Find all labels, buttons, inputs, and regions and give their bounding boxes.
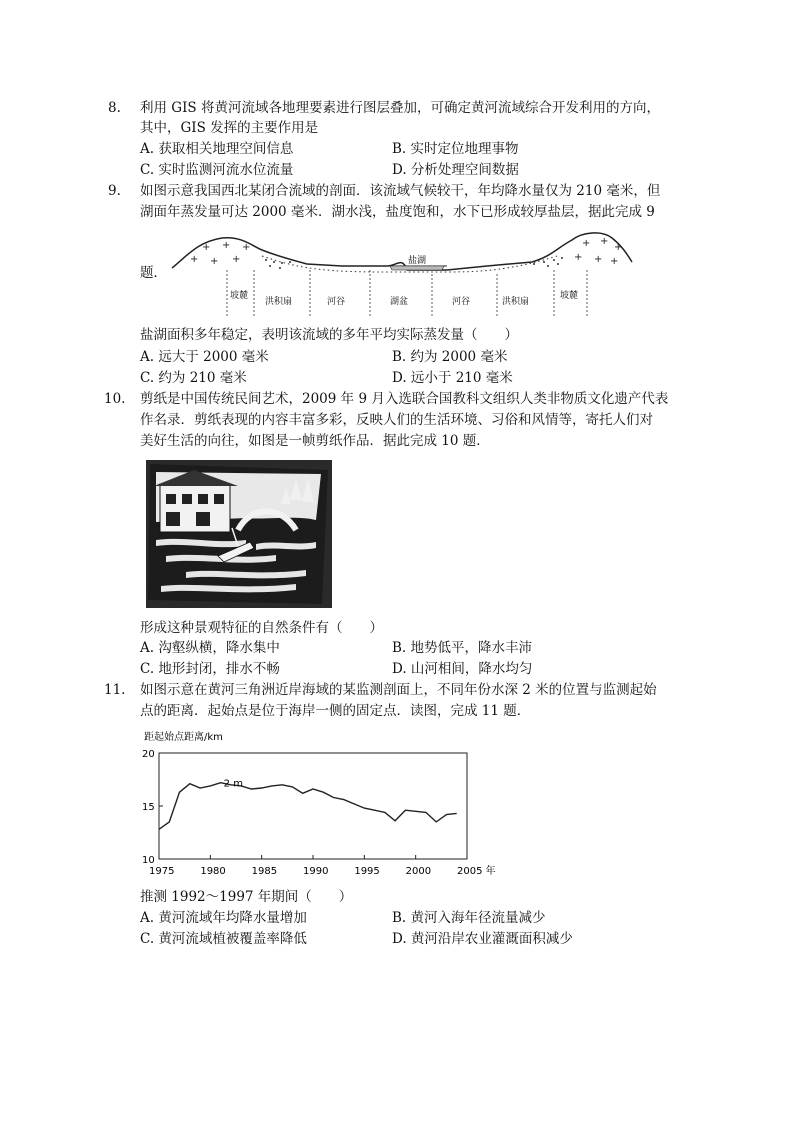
q9-option-a[interactable]: A. 远大于 2000 毫米 (140, 349, 269, 365)
q10-option-b[interactable]: B. 地势低平，降水丰沛 (392, 640, 533, 656)
label-valley-left: 河谷 (327, 297, 346, 307)
svg-text:+: + (614, 242, 623, 253)
label-valley-right: 河谷 (452, 297, 471, 307)
q9-number: 9. (108, 183, 121, 199)
q9-question: 盐湖面积多年稳定，表明该流域的多年平均实际蒸发量（ ） (140, 327, 518, 343)
q9-option-b[interactable]: B. 约为 2000 毫米 (392, 349, 508, 365)
q10-option-d[interactable]: D. 山河相间，降水均匀 (392, 661, 533, 677)
q8-option-a[interactable]: A. 获取相关地理空间信息 (140, 141, 294, 157)
q11-number: 11. (104, 682, 126, 698)
paper-cut-artwork-figure (146, 460, 332, 608)
label-lake-basin: 湖盆 (390, 297, 409, 307)
svg-text:+: + (610, 256, 619, 267)
label-piedmont-right: 坡麓 (560, 291, 579, 301)
chart-x-tick-label: 2000 (405, 866, 432, 877)
q9-stem-line2: 湖面年蒸发量可达 2000 毫米．湖水浅，盐度饱和，水下已形成较厚盐层，据此完成 9 (140, 204, 655, 220)
q11-option-b[interactable]: B. 黄河入海年径流量减少 (392, 910, 546, 926)
chart-ylabel: 距起始点距离/km (144, 732, 223, 743)
chart-y-tick-label: 20 (142, 749, 155, 760)
label-fan-left: 洪积扇 (265, 297, 293, 307)
q10-stem-line1: 剪纸是中国传统民间艺术，2009 年 9 月入选联合国教科文组织人类非物质文化遗产代表 (140, 391, 669, 407)
q11-option-d[interactable]: D. 黄河沿岸农业灌溉面积减少 (392, 931, 573, 947)
chart-series-2m-line (159, 783, 457, 830)
q11-question: 推测 1992～1997 年期间（ ） (140, 889, 353, 905)
q8-stem-line1: 利用 GIS 将黄河流域各地理要素进行图层叠加，可确定黄河流域综合开发利用的方向， (140, 100, 660, 116)
chart-x-tick-label: 1980 (200, 866, 226, 877)
chart-plot-frame (159, 753, 467, 859)
label-piedmont-left: 坡麓 (230, 291, 249, 301)
q10-number: 10. (104, 391, 126, 407)
svg-text:+: + (202, 242, 211, 253)
chart-line-label: 2 m (223, 778, 243, 790)
q8-number: 8. (108, 100, 121, 116)
label-fan-right: 洪积扇 (502, 297, 530, 307)
svg-text:+: + (574, 252, 583, 263)
svg-text:+: + (600, 236, 609, 247)
label-salt-lake: 盐湖 (408, 256, 427, 266)
q8-option-c[interactable]: C. 实时监测河流水位流量 (140, 162, 294, 178)
q10-question: 形成这种景观特征的自然条件有（ ） (140, 620, 383, 636)
q9-stem-line1: 如图示意我国西北某闭合流域的剖面．该流域气候较干，年均降水量仅为 210 毫米，但 (140, 183, 661, 199)
q9-stem-line3: 题． (140, 265, 167, 281)
chart-x-tick-label: 1985 (251, 866, 278, 877)
q10-stem-line3: 美好生活的向往，如图是一帧剪纸作品．据此完成 10 题． (140, 433, 490, 449)
q8-option-d[interactable]: D. 分析处理空间数据 (392, 162, 519, 178)
q9-option-c[interactable]: C. 约为 210 毫米 (140, 370, 247, 386)
chart-x-tick-label: 2005 年 (457, 866, 496, 877)
q9-option-d[interactable]: D. 远小于 210 毫米 (392, 370, 513, 386)
q10-option-c[interactable]: C. 地形封闭，排水不畅 (140, 661, 280, 677)
svg-text:+: + (582, 238, 591, 249)
q11-option-c[interactable]: C. 黄河流域植被覆盖率降低 (140, 931, 307, 947)
chart-x-tick-label: 1995 (354, 866, 380, 877)
q8-option-b[interactable]: B. 实时定位地理事物 (392, 141, 519, 157)
q11-option-a[interactable]: A. 黄河流域年均降水量增加 (140, 910, 307, 926)
distance-line-chart (140, 726, 510, 882)
chart-y-tick-label: 10 (142, 855, 155, 866)
svg-text:+: + (242, 242, 251, 253)
svg-text:+: + (232, 254, 241, 265)
chart-x-tick-label: 1990 (303, 866, 329, 877)
q10-option-a[interactable]: A. 沟壑纵横，降水集中 (140, 640, 280, 656)
chart-x-tick-label: 1975 (149, 866, 175, 877)
svg-text:+: + (222, 240, 231, 251)
svg-text:+: + (594, 254, 603, 265)
svg-text:+: + (210, 256, 219, 267)
svg-text:+: + (190, 254, 199, 265)
q8-stem-line2: 其中，GIS 发挥的主要作用是 (140, 120, 319, 136)
chart-y-tick-label: 15 (142, 802, 155, 813)
q11-stem-line1: 如图示意在黄河三角洲近岸海域的某监测剖面上，不同年份水深 2 米的位置与监测起始 (140, 682, 657, 698)
q11-stem-line2: 点的距离．起始点是位于海岸一侧的固定点．读图，完成 11 题． (140, 703, 531, 719)
basin-profile-figure (162, 226, 640, 318)
q10-stem-line2: 作名录．剪纸表现的内容丰富多彩，反映人们的生活环境、习俗和风情等，寄托人们对 (140, 412, 653, 428)
